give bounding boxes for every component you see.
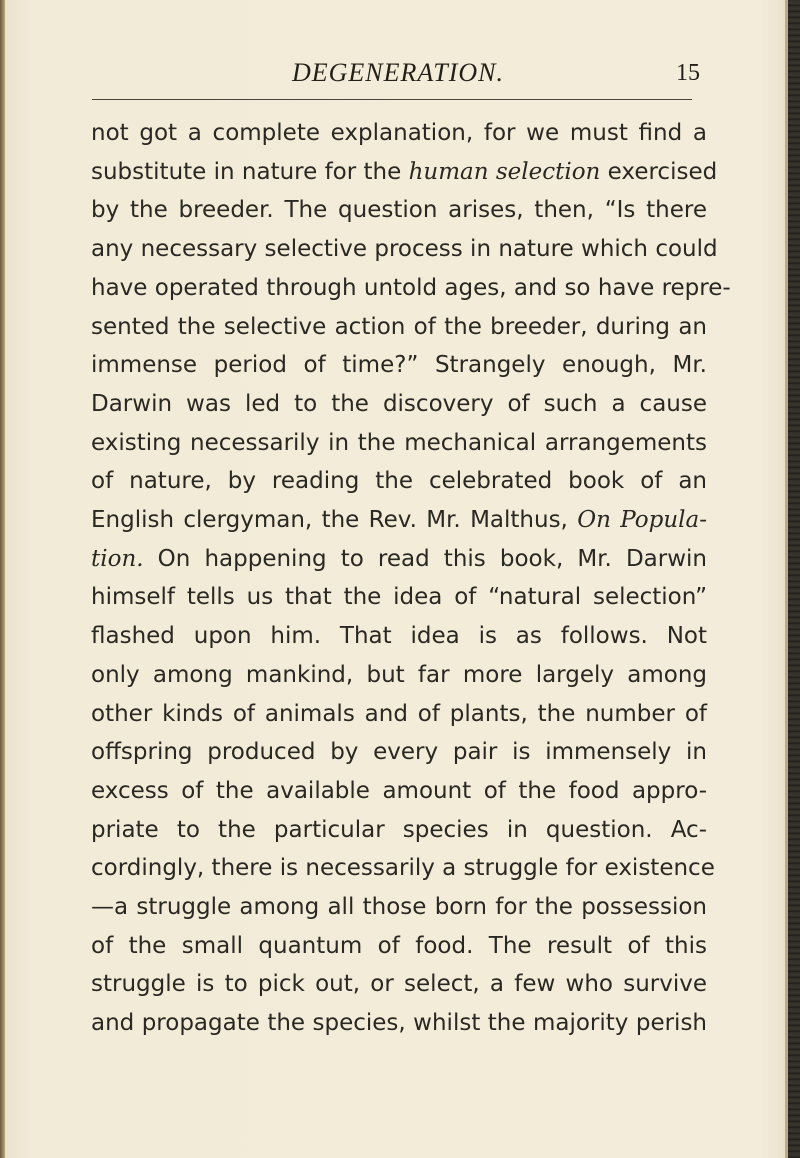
text-line: only among mankind, but far more largely among [91,661,707,688]
italic-phrase: human selection [408,158,601,185]
text-line: cordingly, there is necessarily a struggle for existence [91,855,715,882]
text-line: not got a complete explanation, for we must find a [91,120,707,146]
text-line: sented the selective action of the breeder, during an [91,313,707,340]
text-line: excess of the available amount of the food appro- [91,777,707,804]
italic-book-title: On Popula- [577,507,707,534]
text-line: have operated through untold ages, and so have repre- [91,274,731,301]
text-line: and propagate the species, whilst the majority perish [91,1010,707,1037]
page-left-edge [0,0,5,1158]
text-line: of the small quantum of food. The result of this [91,932,707,959]
page-number: 15 [676,60,700,86]
text-line: other kinds of animals and of plants, the number of [91,700,707,727]
page-right-edge [788,0,800,1158]
text-line: existing necessarily in the mechanical arrangements [91,429,707,456]
text-line: offspring produced by every pair is immensely in [91,739,707,766]
text-line: English clergyman, the Rev. Mr. Malthus, On Popula- [91,507,707,534]
italic-book-title: tion. [91,545,144,572]
body-text [91,114,731,1043]
text-line: priate to the particular species in question. Ac- [91,816,707,843]
text-line: substitute in nature for the human selection exercised [91,158,718,185]
running-head-title: DEGENERATION. [291,58,505,87]
text-line: immense period of time?” Strangely enough, Mr. [91,352,707,379]
text-line: struggle is to pick out, or select, a few who survive [91,971,707,998]
text-line: by the breeder. The question arises, then, “Is there [91,197,707,224]
text-line: —a struggle among all those born for the possession [91,894,707,921]
text-line: flashed upon him. That idea is as follows. Not [91,623,707,650]
text-line: any necessary selective process in nature which could [91,236,718,263]
text-line: of nature, by reading the celebrated book of an [91,468,707,495]
header-rule [92,99,692,100]
running-head [92,58,704,94]
text-line: tion. On happening to read this book, Mr. Darwin [91,545,707,572]
text-line: himself tells us that the idea of “natural selection” [91,584,707,611]
text-line: Darwin was led to the discovery of such a cause [91,390,707,417]
